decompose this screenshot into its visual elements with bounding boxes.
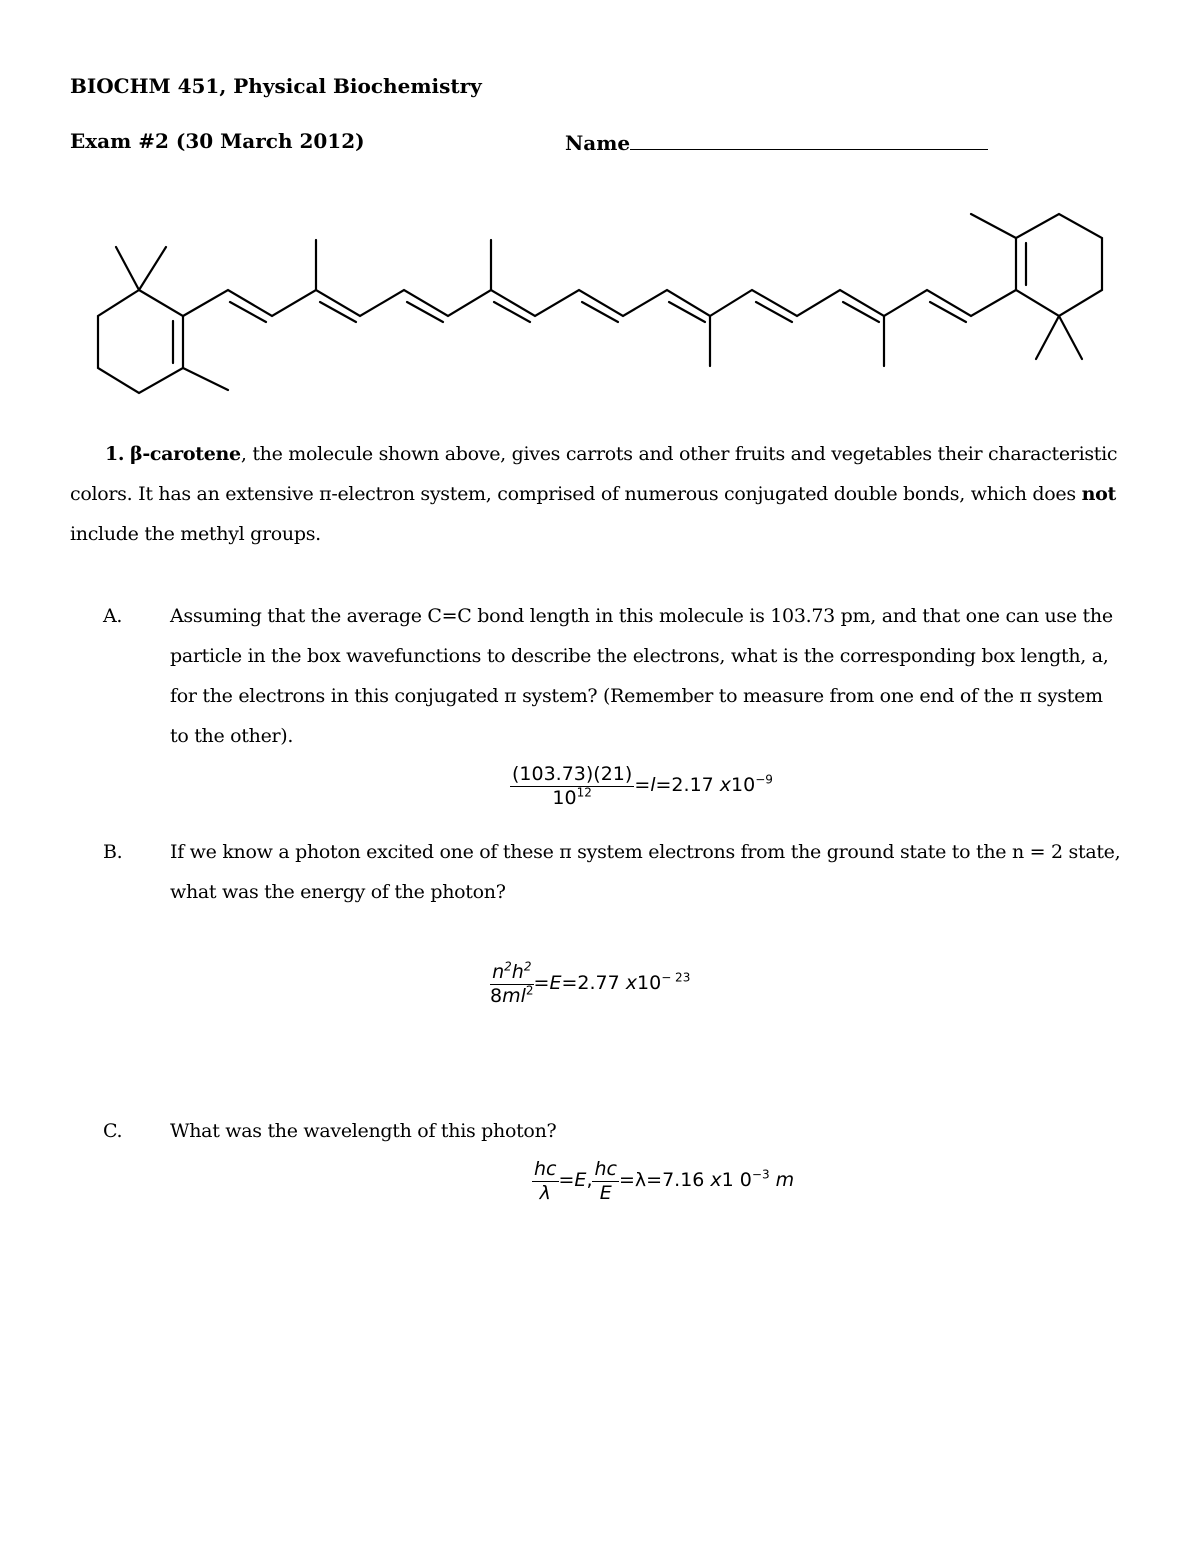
part-a-label: A.	[103, 605, 123, 627]
left-gem-methyl-2	[139, 247, 166, 290]
chain-double-bond-9	[930, 302, 966, 322]
part-a-line-2: particle in the box wavefunctions to describe the electrons, what is the corresponding box length, a,	[170, 645, 1109, 667]
beta-carotene-structure	[0, 200, 1200, 410]
exam-title: Exam #2 (30 March 2012)	[70, 129, 365, 153]
question-1	[70, 434, 1150, 554]
name-underline	[630, 129, 988, 150]
part-b-numerator: $n^2h^2$	[490, 960, 534, 985]
question-1-line-2-text: colors. It has an extensive π-electron system, comprised of numerous conjugated double bonds, which does	[70, 483, 1082, 505]
part-b-equation: $\frac{n^2h^2}{8ml^2}$ =E=2.77 $x10^{- 23}$	[490, 959, 691, 1007]
right-ring-methyl	[971, 214, 1016, 238]
question-1-line-1	[70, 434, 1150, 474]
chain-double-bond-2	[320, 302, 356, 322]
right-gem-methyl-1	[1036, 316, 1059, 359]
part-b-label: B.	[103, 841, 123, 863]
part-a-line-4: to the other).	[170, 725, 294, 747]
question-1-line-2	[70, 474, 1150, 514]
part-a-fraction	[510, 762, 634, 809]
left-ring-methyl	[183, 368, 228, 390]
part-a-line-3: for the electrons in this conjugated π system? (Remember to measure from one end of the π system	[170, 685, 1103, 707]
chain-double-bond-8	[843, 302, 879, 322]
chain-double-bond-1	[230, 302, 266, 322]
part-c-line: What was the wavelength of this photon?	[170, 1120, 557, 1142]
part-a-line-1: Assuming that the average C=C bond length in this molecule is 103.73 pm, and that one can use the	[170, 605, 1113, 627]
molecule-name: β-carotene	[130, 443, 241, 465]
name-label: Name	[565, 131, 631, 155]
course-title: BIOCHM 451, Physical Biochemistry	[70, 74, 482, 98]
emphasis-not: not	[1081, 483, 1116, 505]
part-b-line-2: what was the energy of the photon?	[170, 881, 506, 903]
part-c-fraction-1: $\frac{hc}{\lambda}$	[534, 1158, 557, 1204]
right-gem-methyl-2	[1059, 316, 1082, 359]
part-a-text	[170, 596, 1160, 756]
part-a-equation: $\frac{(103.73)(21)}{10^{12}}$ =l=2.17 $x10^{-9}$	[512, 763, 773, 809]
question-number: 1.	[105, 443, 125, 465]
left-gem-methyl-1	[116, 247, 139, 290]
part-c-equation: $\frac{hc}{\lambda}$ =E, $\frac{hc}{E}$ =λ=7.16 x1 $0^{-3}$ m	[534, 1158, 795, 1204]
part-c-label: C.	[103, 1120, 123, 1142]
chain-double-bond-6	[669, 302, 705, 322]
chain-double-bond-3	[407, 302, 443, 322]
chain-double-bond-7	[756, 302, 792, 322]
right-ring	[1016, 214, 1102, 316]
part-c-fraction-2: $\frac{hc}{E}$	[594, 1158, 617, 1204]
part-a-numerator: (103.73)(21)	[512, 763, 633, 785]
question-1-line-1-rest: , the molecule shown above, gives carrots and other fruits and vegetables their characteristic	[240, 443, 1118, 465]
chain-double-bond-5	[582, 302, 618, 322]
question-1-line-3: include the methyl groups.	[70, 523, 321, 545]
chain-double-bond-4	[494, 302, 530, 322]
part-b-denominator: $8ml^2$	[490, 983, 534, 1007]
part-b-text	[170, 832, 1160, 912]
left-ring	[98, 290, 183, 393]
part-a-denominator: $10^{12}$	[552, 785, 592, 809]
name-field	[565, 129, 988, 155]
part-b-line-1: If we know a photon excited one of these π system electrons from the ground state to the n = 2 state,	[170, 841, 1121, 863]
part-b-fraction	[490, 960, 534, 1007]
